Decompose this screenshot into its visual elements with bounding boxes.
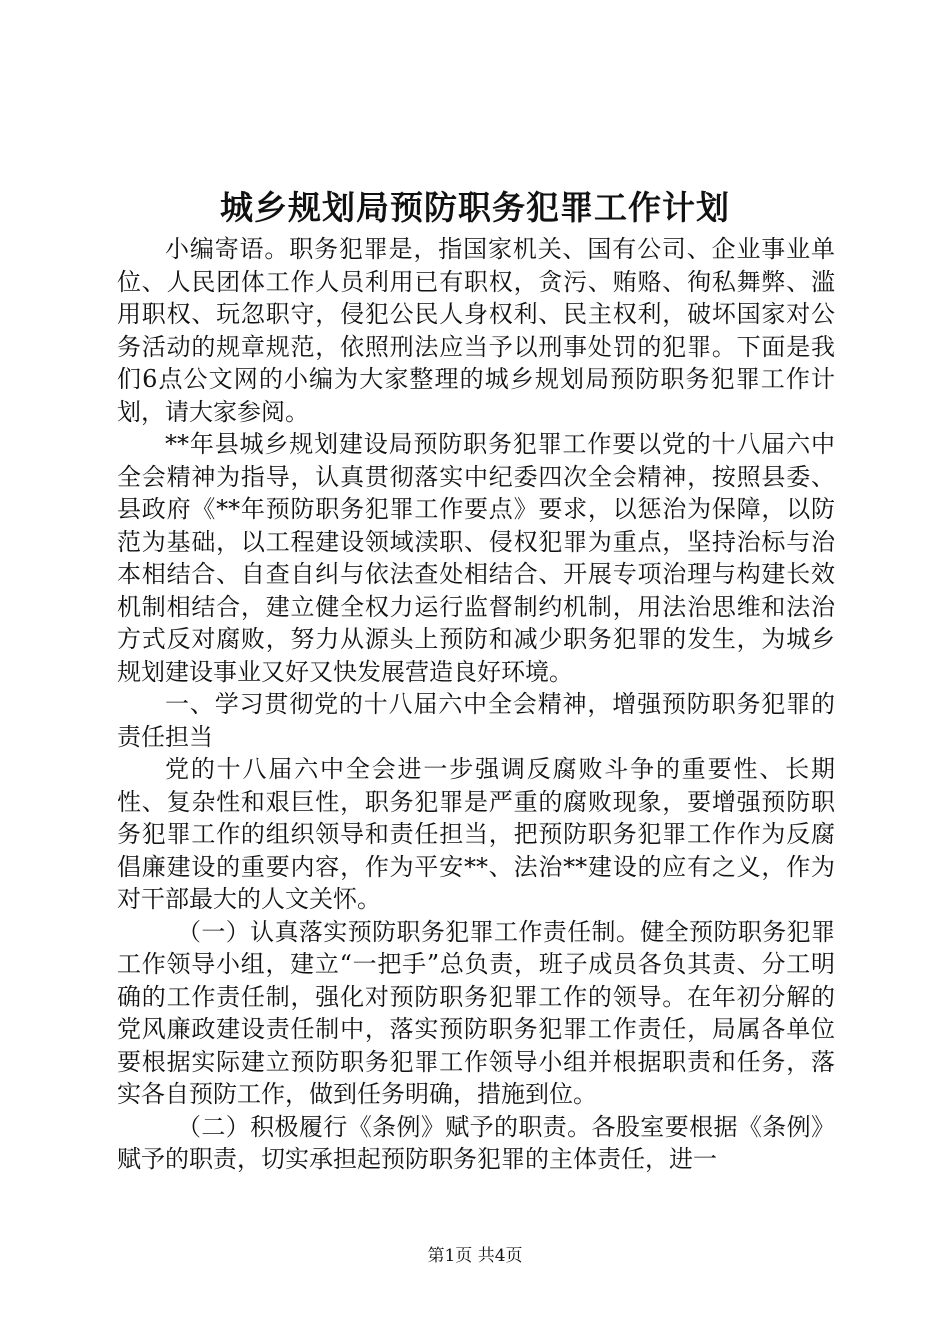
paragraph-section-1: 党的十八届六中全会进一步强调反腐败斗争的重要性、长期性、复杂性和艰巨性，职务犯罪是严重的腐败现象，要增强预防职务犯罪工作的组织领导和责任担当，把预防职务犯罪工作作为反腐倡廉建设的重要内容，作为平安**、法治**建设的应有之义，作为对干部最大的人文关怀。 <box>117 755 835 913</box>
paragraph-item-1: （一）认真落实预防职务犯罪工作责任制。健全预防职务犯罪工作领导小组，建立“一把手”总负责，班子成员各负其责、分工明确的工作责任制，强化对预防职务犯罪工作的领导。在年初分解的党风廉政建设责任制中，落实预防职务犯罪工作责任，局属各单位要根据实际建立预防职务犯罪工作领导小组并根据职责和任务，落实各自预防工作，做到任务明确，措施到位。 <box>117 917 835 1108</box>
paragraph-overview: **年县城乡规划建设局预防职务犯罪工作要以党的十八届六中全会精神为指导，认真贯彻落实中纪委四次全会精神，按照县委、县政府《**年预防职务犯罪工作要点》要求，以惩治为保障，以防范为基础，以工程建设领域渎职、侵权犯罪为重点，坚持治标与治本相结合、自查自纠与依法查处相结合、开展专项治理与构建长效机制相结合，建立健全权力运行监督制约机制，用法治思维和法治方式反对腐败，努力从源头上预防和减少职务犯罪的发生，为城乡规划建设事业又好又快发展营造良好环境。 <box>117 430 835 686</box>
document-body <box>117 233 835 1176</box>
section-heading-1: 一、学习贯彻党的十八届六中全会精神，增强预防职务犯罪的责任担当 <box>117 690 835 751</box>
paragraph-intro: 小编寄语。职务犯罪是，指国家机关、国有公司、企业事业单位、人民团体工作人员利用已有职权，贪污、贿赂、徇私舞弊、滥用职权、玩忽职守，侵犯公民人身权利、民主权利，破坏国家对公务活动的规章规范，依照刑法应当予以刑事处罚的犯罪。下面是我们6点公文网的小编为大家整理的城乡规划局预防职务犯罪工作计划，请大家参阅。 <box>117 235 835 426</box>
document-title: 城乡规划局预防职务犯罪工作计划 <box>220 188 730 227</box>
paragraph-item-2: （二）积极履行《条例》赋予的职责。各股室要根据《条例》赋予的职责，切实承担起预防职务犯罪的主体责任，进一 <box>117 1112 835 1173</box>
page-number-footer: 第1页 共4页 <box>427 1246 523 1266</box>
